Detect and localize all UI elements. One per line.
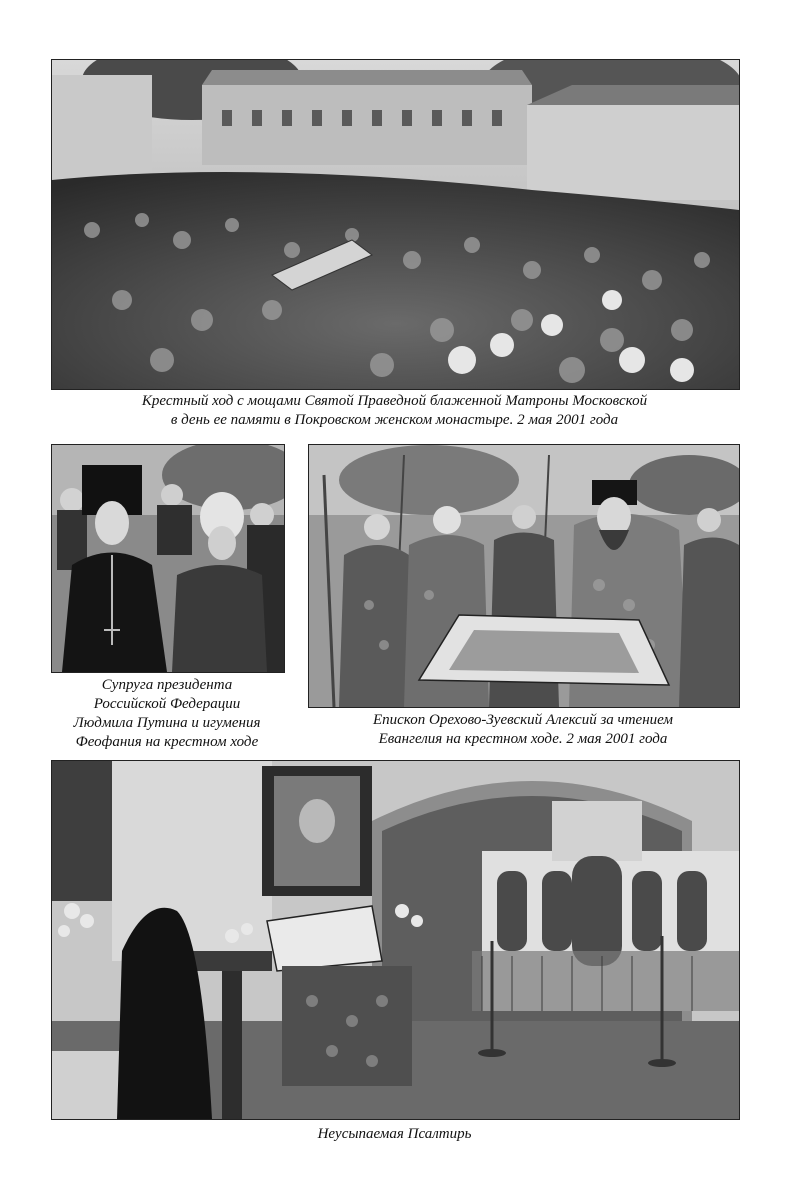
caption-line: Неусыпаемая Псалтирь xyxy=(317,1126,472,1142)
putina-caption xyxy=(40,676,294,752)
caption-line: Епископ Орехово-Зуевский Алексий за чтением xyxy=(372,712,673,728)
caption-line: Людмила Путина и игумения xyxy=(73,715,261,731)
bishop-gospel-photo xyxy=(308,444,740,708)
procession-caption xyxy=(51,392,738,430)
procession-crowd-photo xyxy=(51,59,740,390)
caption-line: Евангелия на крестном ходе. 2 мая 2001 года xyxy=(378,731,668,747)
caption-line: Крестный ход с мощами Святой Праведной блаженной Матроны Московской xyxy=(141,393,648,409)
caption-line: Супруга президента xyxy=(101,677,233,693)
caption-line: Феофания на крестном ходе xyxy=(75,734,259,750)
putina-hegumenia-photo xyxy=(51,444,285,673)
caption-line: Российской Федерации xyxy=(93,696,241,712)
psalter-interior-photo xyxy=(51,760,740,1120)
bishop-caption xyxy=(300,711,746,749)
psalter-caption xyxy=(51,1125,738,1144)
caption-line: в день ее памяти в Покровском женском монастыре. 2 мая 2001 года xyxy=(170,412,619,428)
